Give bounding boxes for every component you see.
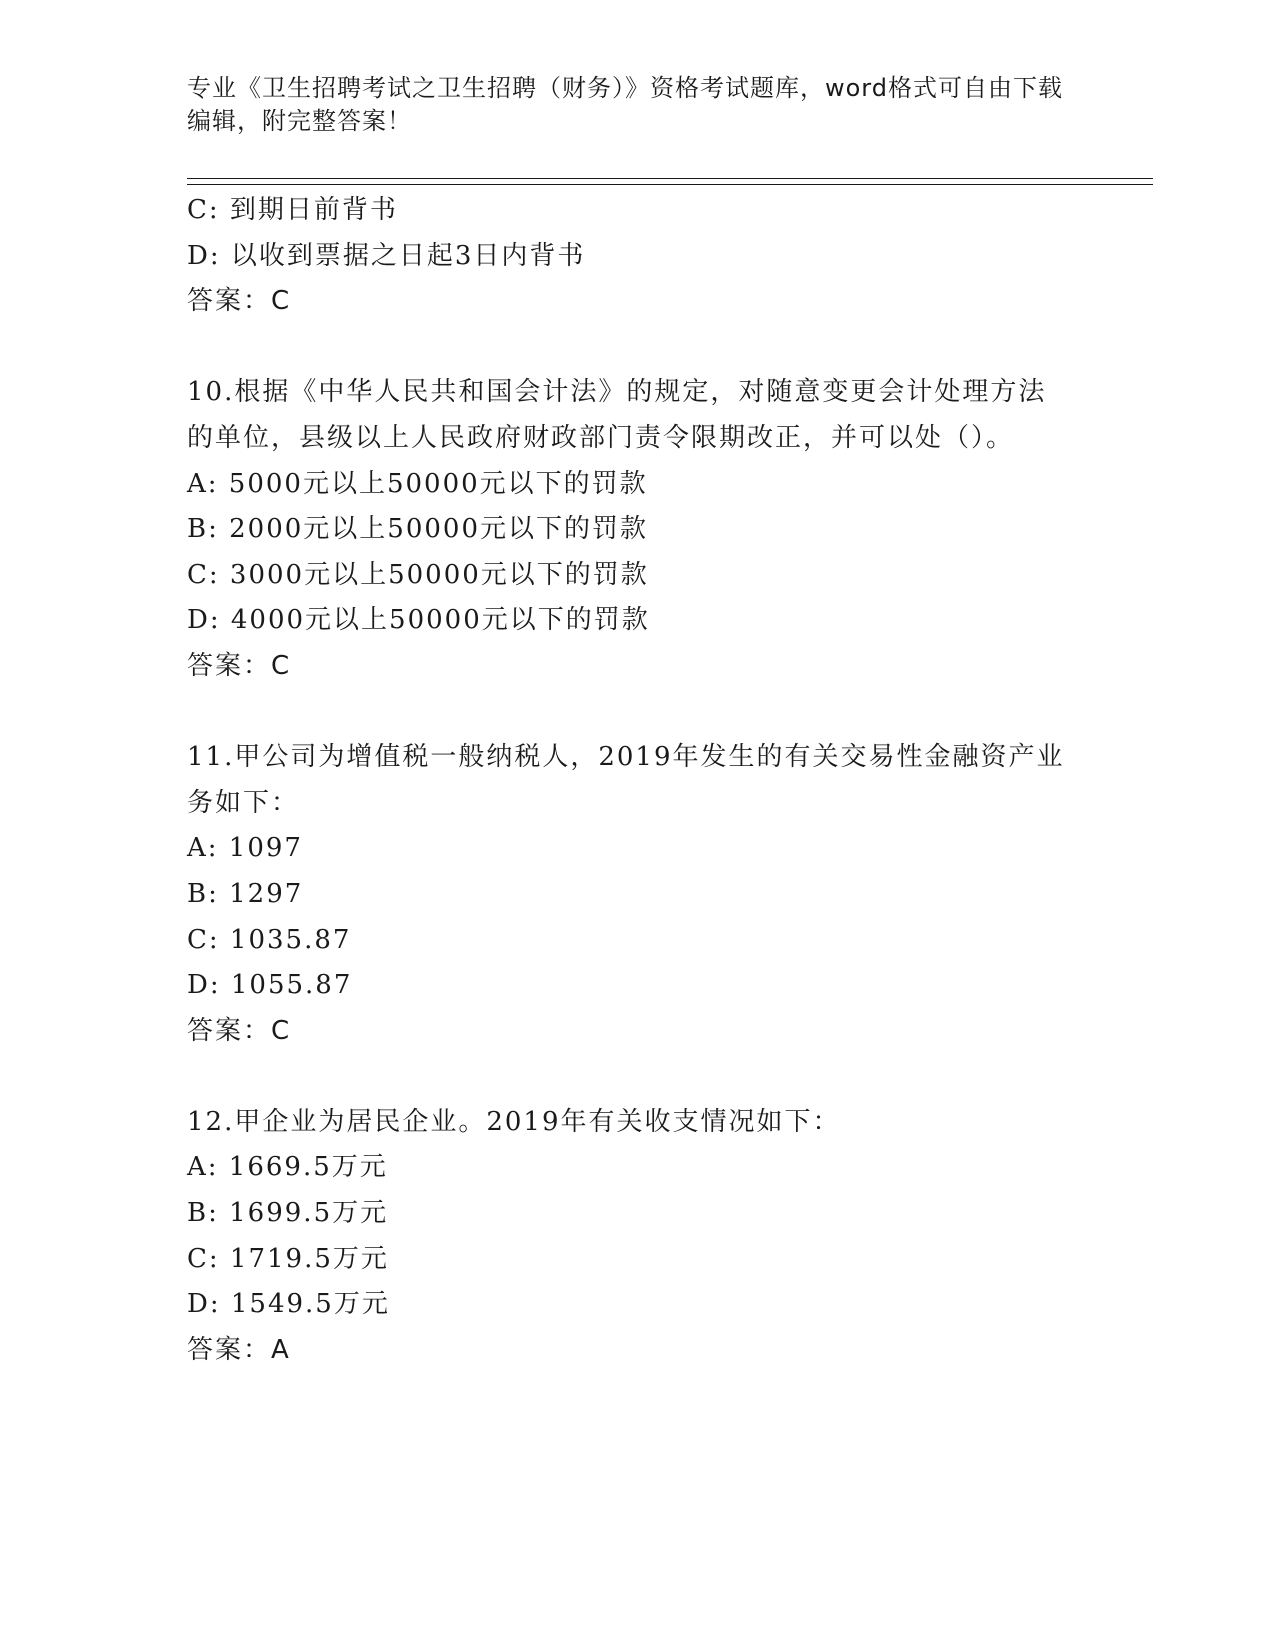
question-11 xyxy=(187,735,1087,1054)
spacer xyxy=(187,1054,1087,1100)
option-d: D: 1549.5万元 xyxy=(187,1289,390,1320)
option-c: C: 到期日前背书 xyxy=(187,195,398,225)
option-b: B: 1297 xyxy=(187,878,304,909)
option-d: D: 以收到票据之日起3日内背书 xyxy=(187,240,586,271)
option-d: D: 1055.87 xyxy=(187,970,353,1001)
question-stem: 11.甲公司为增值税一般纳税人，2019年发生的有关交易性金融资产业 xyxy=(187,742,1065,773)
question-10 xyxy=(187,370,1087,689)
option-b: B: 2000元以上50000元以下的罚款 xyxy=(187,514,649,545)
document-header xyxy=(187,72,1067,138)
option-c: C: 1035.87 xyxy=(187,924,352,955)
option-c: C: 3000元以上50000元以下的罚款 xyxy=(187,559,649,590)
option-c: C: 1719.5万元 xyxy=(187,1243,389,1274)
question-stem: 10.根据《中华人民共和国会计法》的规定，对随意变更会计处理方法 xyxy=(187,377,1047,408)
spacer xyxy=(187,325,1087,371)
question-12 xyxy=(187,1100,1087,1374)
header-line-1: 专业《卫生招聘考试之卫生招聘（财务）》资格考试题库，word格式可自由下载 xyxy=(187,74,1063,102)
question-stem-continued: 务如下： xyxy=(187,787,300,818)
header-divider-bottom xyxy=(187,184,1153,185)
header-line-2: 编辑，附完整答案！ xyxy=(187,107,412,135)
header-divider-top xyxy=(187,178,1153,179)
answer: 答案：A xyxy=(187,1334,291,1365)
option-b: B: 1699.5万元 xyxy=(187,1198,389,1229)
option-d: D: 4000元以上50000元以下的罚款 xyxy=(187,605,650,636)
question-stem: 12.甲企业为居民企业。2019年有关收支情况如下： xyxy=(187,1106,841,1137)
question-stem-continued: 的单位，县级以上人民政府财政部门责令限期改正，并可以处（）。 xyxy=(187,422,1015,453)
option-a: A: 1669.5万元 xyxy=(187,1152,388,1183)
answer: 答案：C xyxy=(187,286,292,317)
option-a: A: 5000元以上50000元以下的罚款 xyxy=(187,468,648,499)
option-a: A: 1097 xyxy=(187,833,303,864)
question-list xyxy=(187,188,1087,1373)
answer: 答案：C xyxy=(187,1015,292,1046)
question-9-tail xyxy=(187,188,1087,325)
spacer xyxy=(187,690,1087,736)
answer: 答案：C xyxy=(187,650,292,681)
